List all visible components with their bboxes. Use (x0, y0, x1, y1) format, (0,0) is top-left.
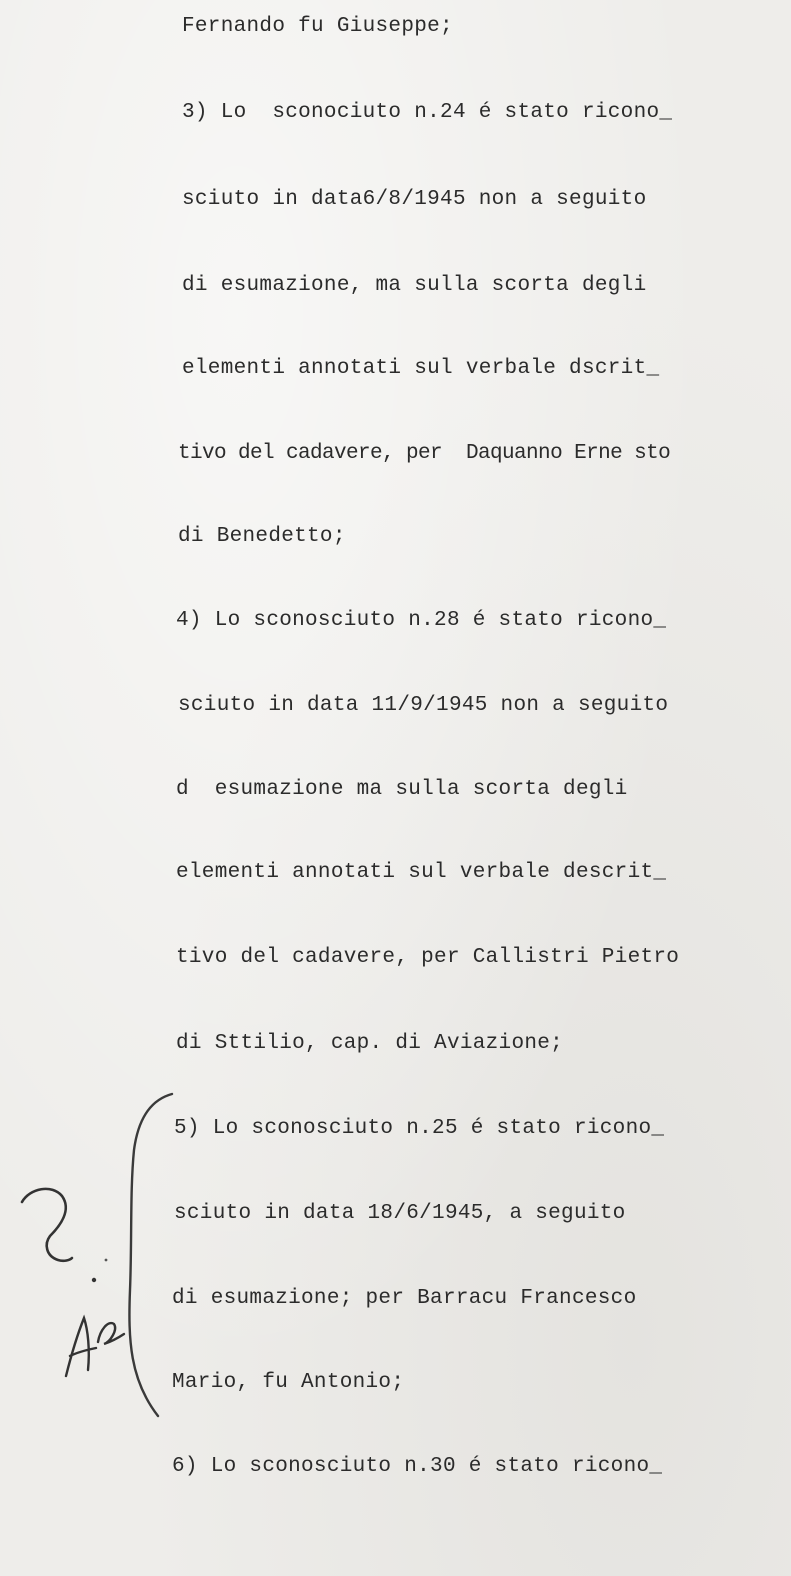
text-line: tivo del cadavere, per Daquanno Erne sto (178, 442, 671, 465)
text-line: 6) Lo sconosciuto n.30 é stato ricono_ (172, 1455, 663, 1478)
ink-dot (105, 1259, 108, 1262)
text-line: sciuto in data 11/9/1945 non a seguito (178, 694, 669, 717)
text-line: sciuto in data 18/6/1945, a seguito (174, 1202, 626, 1225)
text-line: elementi annotati sul verbale descrit_ (176, 861, 667, 884)
text-line: 4) Lo sconosciuto n.28 é stato ricono_ (176, 609, 667, 632)
question-mark (22, 1189, 72, 1261)
text-line: tivo del cadavere, per Callistri Pietro (176, 946, 680, 969)
text-line: di Sttilio, cap. di Aviazione; (176, 1032, 564, 1055)
text-line: elementi annotati sul verbale dscrit_ (182, 357, 660, 380)
text-line: di esumazione; per Barracu Francesco (172, 1287, 637, 1310)
text-line: d esumazione ma sulla scorta degli (176, 778, 628, 801)
handwritten-margin-notes (0, 1080, 200, 1440)
ink-dot (92, 1278, 96, 1282)
text-line: sciuto in data6/8/1945 non a seguito (182, 188, 647, 211)
text-line: di Benedetto; (178, 525, 346, 548)
bracket-mark (129, 1094, 172, 1416)
text-line: Mario, fu Antonio; (172, 1371, 405, 1394)
text-line: Fernando fu Giuseppe; (182, 15, 453, 38)
text-line: 3) Lo sconociuto n.24 é stato ricono_ (182, 101, 673, 124)
text-line: 5) Lo sconosciuto n.25 é stato ricono_ (174, 1117, 665, 1140)
handwritten-initials (66, 1318, 124, 1376)
text-line: di esumazione, ma sulla scorta degli (182, 274, 647, 297)
